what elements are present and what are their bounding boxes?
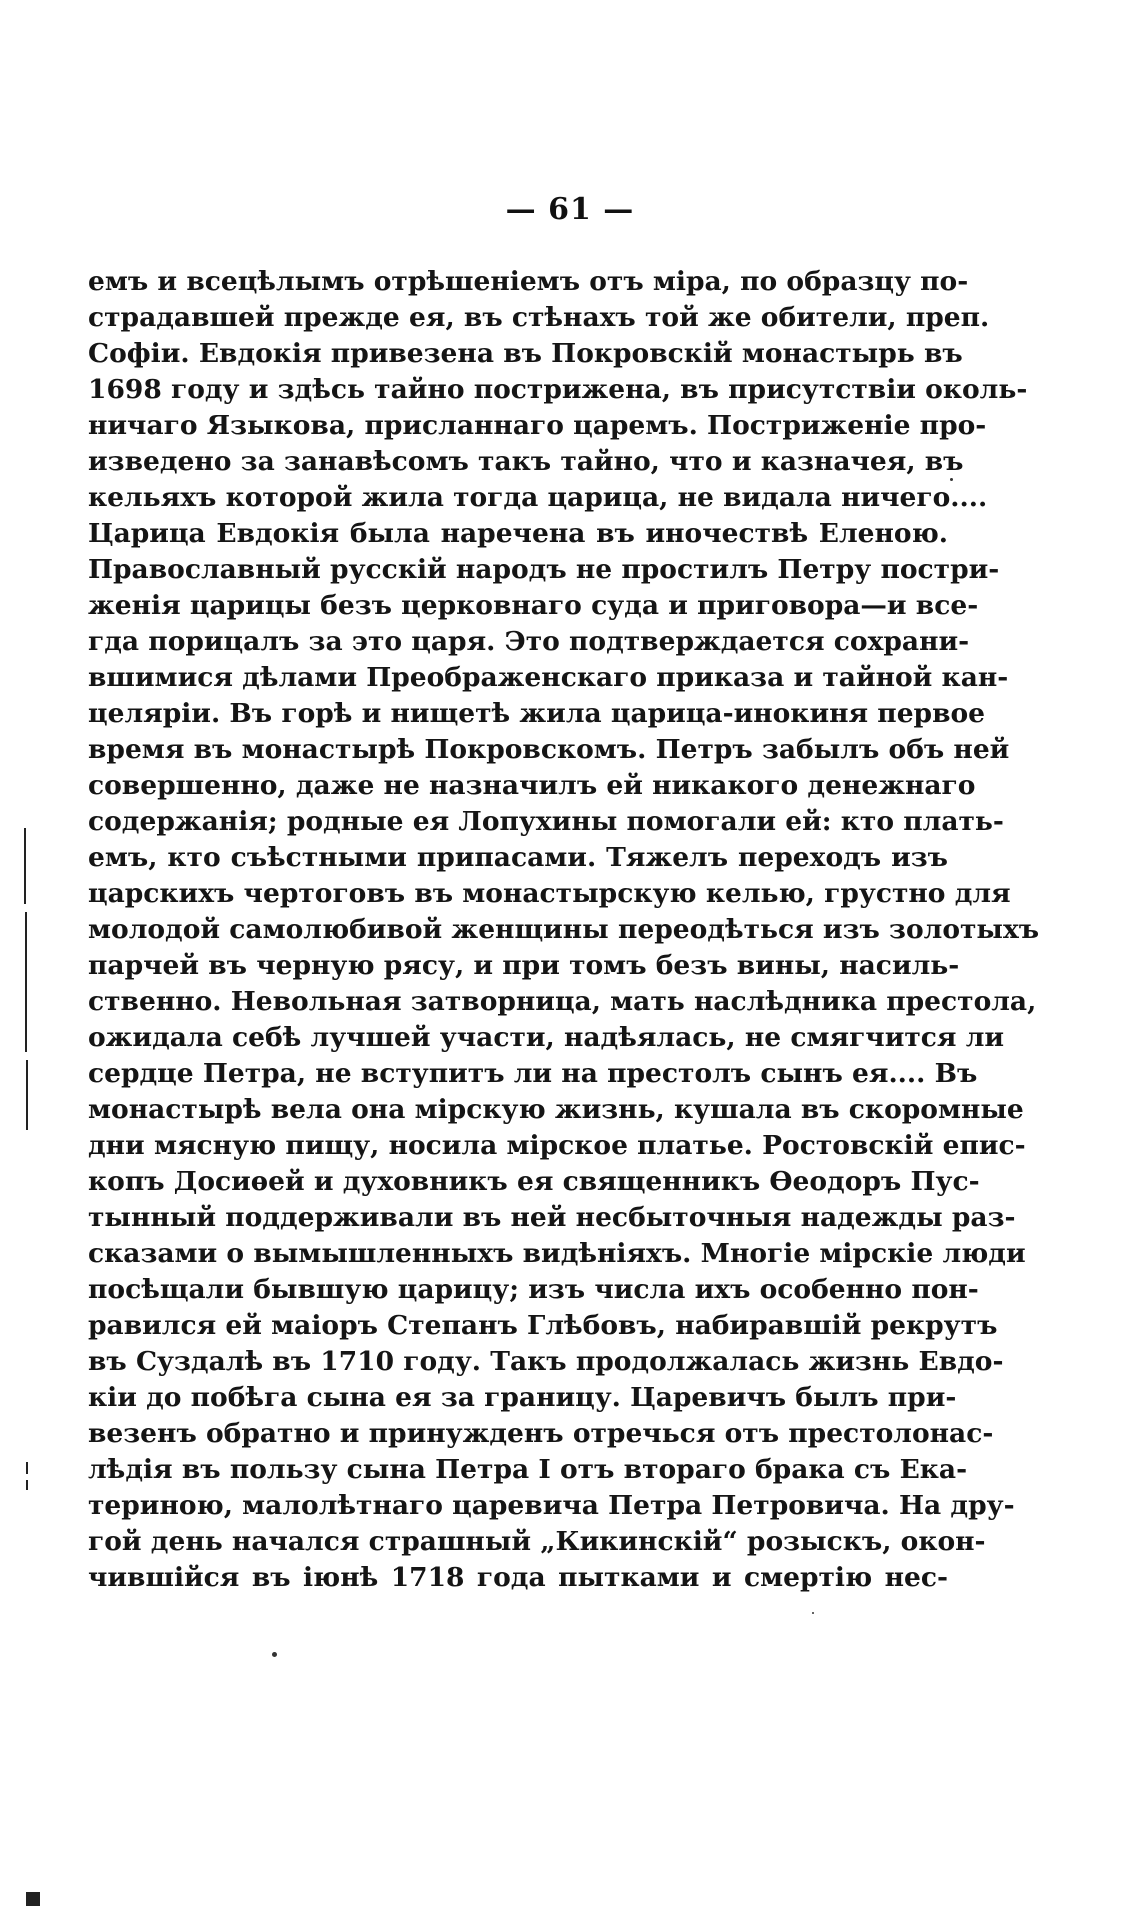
scan-margin-line <box>26 1060 28 1130</box>
text-line: посѣщали бывшую царицу; изъ числа ихъ особенно пон- <box>88 1274 979 1305</box>
text-line: емъ и всецѣлымъ отрѣшеніемъ отъ міра, по образцу по- <box>88 266 969 297</box>
text-line: целяріи. Въ горѣ и нищетѣ жила царица-инокиня первое <box>88 698 986 729</box>
page-number: — 61 — <box>505 192 635 227</box>
text-line: ожидала себѣ лучшей участи, надѣялась, не смягчится ли <box>88 1022 1005 1053</box>
text-line: лѣдія въ пользу сына Петра I отъ втораго брака съ Ека- <box>88 1454 968 1485</box>
text-line: царскихъ чертоговъ въ монастырскую келью, грустно для <box>88 878 1011 909</box>
body-text <box>88 264 1040 1596</box>
text-line: тынный поддерживали въ ней несбыточныя надежды раз- <box>88 1202 1016 1233</box>
text-line: гда порицалъ за это царя. Это подтверждается сохрани- <box>88 626 970 657</box>
text-line: емъ, кто съѣстными припасами. Тяжелъ переходъ изъ <box>88 842 948 873</box>
text-line: кіи до побѣга сына ея за границу. Царевичъ былъ при- <box>88 1382 957 1413</box>
text-line: монастырѣ вела она мірскую жизнь, кушала въ скоромные <box>88 1094 1024 1125</box>
text-line: 1698 году и здѣсь тайно пострижена, въ присутствіи околь- <box>88 374 1028 405</box>
text-line: Царица Евдокія была наречена въ иночествѣ Еленою. <box>88 518 948 549</box>
text-line: чившійся въ іюнѣ 1718 года пытками и смертію нес- <box>88 1562 948 1593</box>
text-line: кельяхъ которой жила тогда царица, не видала ничего.... <box>88 482 988 513</box>
scan-speck <box>272 1652 277 1657</box>
text-line: совершенно, даже не назначилъ ей никакого денежнаго <box>88 770 976 801</box>
text-line: гой день начался страшный „Кикинскій“ розыскъ, окон- <box>88 1526 986 1557</box>
text-line: Православный русскій народъ не простилъ Петру постри- <box>88 554 1000 585</box>
text-line: сказами о вымышленныхъ видѣніяхъ. Многіе мірскіе люди <box>88 1238 1026 1269</box>
scan-margin-line <box>26 1462 28 1474</box>
text-line: равился ей маіоръ Степанъ Глѣбовъ, набиравшій рекрутъ <box>88 1310 998 1341</box>
scan-speck <box>812 1612 814 1614</box>
text-line: вшимися дѣлами Преображенскаго приказа и тайной кан- <box>88 662 1009 693</box>
text-line: Софіи. Евдокія привезена въ Покровскій монастырь въ <box>88 338 963 369</box>
text-line: парчей въ черную рясу, и при томъ безъ вины, насиль- <box>88 950 960 981</box>
text-line: въ Суздалѣ въ 1710 году. Такъ продолжалась жизнь Евдо- <box>88 1346 1004 1377</box>
text-line: женія царицы безъ церковнаго суда и приговора—и все- <box>88 590 979 621</box>
text-line: время въ монастырѣ Покровскомъ. Петръ забылъ объ ней <box>88 734 1010 765</box>
text-line: ственно. Невольная затворница, мать наслѣдника престола, <box>88 986 1037 1017</box>
scan-margin-line <box>25 912 27 1052</box>
text-line: содержанія; родные ея Лопухины помогали ей: кто плать- <box>88 806 1004 837</box>
text-line: везенъ обратно и принужденъ отречься отъ престолонас- <box>88 1418 994 1449</box>
scan-margin-line <box>26 1480 28 1490</box>
text-line: молодой самолюбивой женщины переодѣться изъ золотыхъ <box>88 914 1040 945</box>
text-line: изведено за занавѣсомъ такъ тайно, что и казначея, въ <box>88 446 964 477</box>
text-line: ничаго Языкова, присланнаго царемъ. Постриженіе про- <box>88 410 987 441</box>
scan-margin-line <box>24 828 26 904</box>
scan-corner-mark <box>26 1892 40 1906</box>
text-line: сердце Петра, не вступитъ ли на престолъ сынъ ея.... Въ <box>88 1058 978 1089</box>
text-line: страдавшей прежде ея, въ стѣнахъ той же обители, преп. <box>88 302 990 333</box>
text-line: копъ Досиѳей и духовникъ ея священникъ Ѳеодоръ Пус- <box>88 1166 980 1197</box>
text-line: териною, малолѣтнаго царевича Петра Петровича. На дру- <box>88 1490 1015 1521</box>
scan-speck <box>950 478 953 481</box>
text-line: дни мясную пищу, носила мірское платье. Ростовскій епис- <box>88 1130 1026 1161</box>
